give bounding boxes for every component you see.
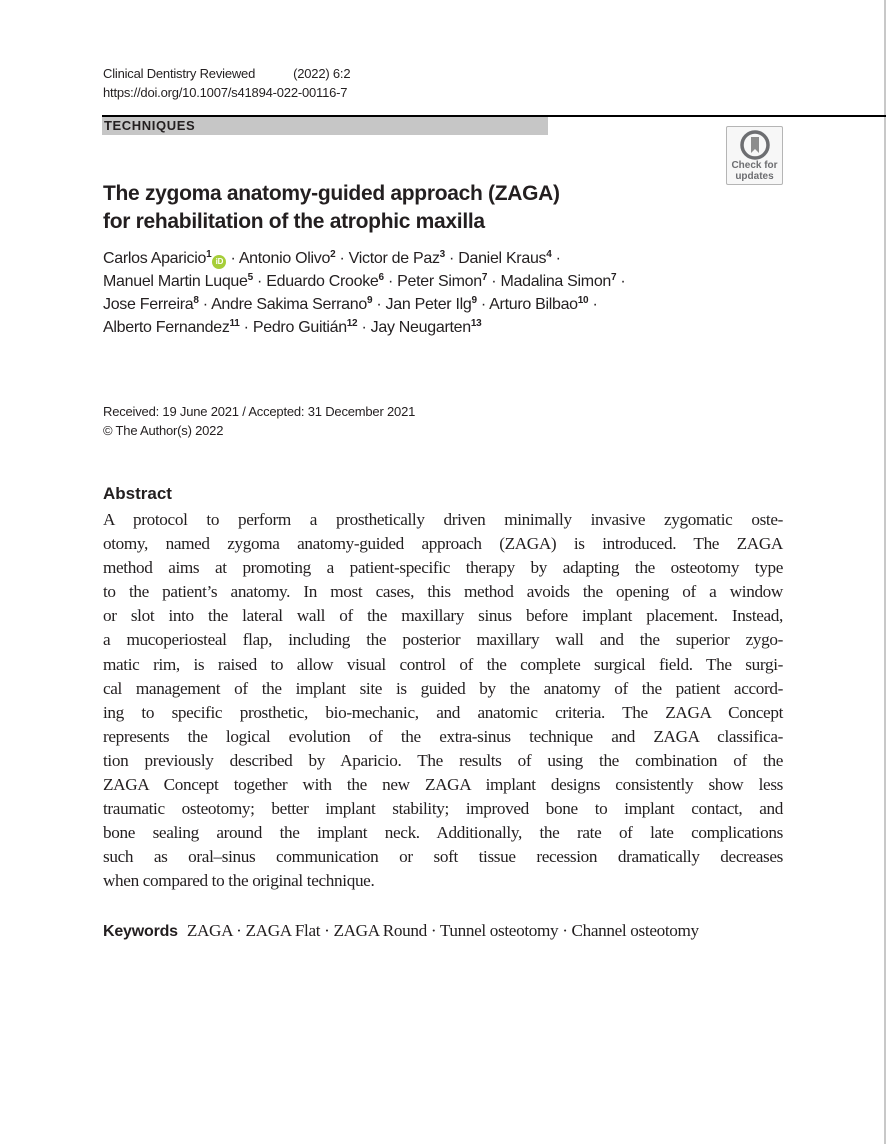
- crossmark-line1: Check for: [731, 160, 778, 171]
- author-separator: ·: [444, 250, 459, 267]
- abstract-line: or slot into the lateral wall of the maxillary sinus before implant placement. Instead,: [103, 606, 783, 626]
- author-separator: ·: [357, 319, 371, 336]
- journal-name: Clinical Dentistry Reviewed: [103, 66, 256, 81]
- doi-link[interactable]: https://doi.org/10.1007/s41894-022-00116-7: [103, 85, 348, 100]
- abstract-line: method aims at promoting a patient-specific therapy by adapting the osteotomy type: [103, 558, 783, 578]
- affiliation-marker: 5: [247, 272, 253, 283]
- volume-info: (2022) 6:2: [293, 66, 351, 81]
- abstract-heading: Abstract: [103, 484, 172, 503]
- abstract-line: represents the logical evolution of the extra-sinus technique and ZAGA classifica-: [103, 726, 783, 746]
- abstract-line: a mucoperiosteal flap, including the posterior maxillary wall and the superior zygo-: [103, 630, 783, 650]
- keywords-label: Keywords: [103, 923, 178, 940]
- author-name[interactable]: Jay Neugarten: [370, 319, 471, 336]
- author-separator: ·: [198, 296, 212, 313]
- author-name[interactable]: Alberto Fernandez: [103, 319, 230, 336]
- affiliation-marker: 11: [229, 318, 240, 329]
- keyword-separator: ·: [232, 921, 246, 940]
- author-separator: ·: [239, 319, 253, 336]
- affiliation-marker: 6: [378, 272, 384, 283]
- received-accepted-dates: Received: 19 June 2021 / Accepted: 31 December 2021: [103, 404, 416, 419]
- affiliation-marker: 10: [577, 295, 589, 306]
- keyword: Channel osteotomy: [571, 921, 699, 940]
- author-separator: ·: [588, 296, 598, 313]
- article-title: [103, 180, 560, 236]
- affiliation-marker: 9: [366, 295, 373, 306]
- author-name[interactable]: Pedro Guitián: [252, 319, 347, 336]
- author-separator: ·: [252, 273, 267, 290]
- affiliation-marker: 7: [611, 272, 617, 283]
- abstract-line: traumatic osteotomy; better implant stability; improved bone to implant contact, and: [103, 799, 783, 819]
- section-label: TECHNIQUES: [104, 118, 196, 133]
- affiliation-marker: 9: [471, 295, 477, 306]
- abstract-line: ing to specific prosthetic, bio-mechanic, and anatomic criteria. The ZAGA Concept: [103, 702, 783, 722]
- title-line-2: for rehabilitation of the atrophic maxilla: [103, 210, 485, 233]
- abstract-line: ZAGA Concept together with the new ZAGA implant designs consistently show less: [103, 775, 783, 795]
- author-separator: ·: [335, 250, 349, 267]
- crossmark-line2: updates: [735, 171, 774, 182]
- affiliation-marker: 3: [439, 249, 445, 260]
- author-separator: ·: [372, 296, 386, 313]
- abstract-line: cal management of the implant site is guided by the anatomy of the patient accord-: [103, 678, 783, 698]
- affiliation-marker: 7: [481, 272, 488, 283]
- abstract-line: matic rim, is raised to allow visual control of the complete surgical field. The surgi-: [103, 654, 783, 674]
- keyword: ZAGA: [186, 921, 233, 940]
- author-name[interactable]: Jose Ferreira: [103, 296, 194, 313]
- author-name[interactable]: Victor de Paz: [348, 250, 440, 267]
- affiliation-marker: 2: [330, 249, 336, 260]
- author-name[interactable]: Antonio Olivo: [238, 250, 331, 267]
- author-name[interactable]: Peter Simon: [397, 273, 482, 290]
- author-separator: ·: [226, 250, 239, 267]
- keyword-separator: ·: [320, 921, 334, 940]
- author-name[interactable]: Andre Sakima Serrano: [211, 296, 367, 313]
- affiliation-marker: 13: [470, 318, 482, 329]
- abstract-line: bone sealing around the implant neck. Additionally, the rate of late complications: [103, 823, 783, 843]
- orcid-icon[interactable]: iD: [212, 255, 226, 269]
- author-list: [103, 247, 783, 339]
- abstract-body: [103, 508, 783, 894]
- abstract-line: otomy, named zygoma anatomy-guided approach (ZAGA) is introduced. The ZAGA: [103, 534, 783, 554]
- author-separator: ·: [616, 273, 626, 290]
- author-name[interactable]: Eduardo Crooke: [266, 273, 379, 290]
- affiliation-marker: 12: [346, 318, 358, 329]
- abstract-line: A protocol to perform a prosthetically driven minimally invasive zygomatic oste-: [103, 510, 783, 529]
- keyword: ZAGA Flat: [245, 921, 321, 940]
- author-separator: ·: [551, 250, 561, 267]
- author-name[interactable]: Carlos Aparicio: [103, 250, 207, 267]
- keyword: ZAGA Round: [333, 921, 427, 940]
- crossmark-icon: [740, 130, 770, 160]
- journal-header: [103, 64, 350, 102]
- affiliation-marker: 4: [546, 249, 552, 260]
- author-name[interactable]: Madalina Simon: [500, 273, 612, 290]
- abstract-line: to the patient’s anatomy. In most cases, this method avoids the opening of a window: [103, 582, 783, 602]
- affiliation-marker: 1: [206, 249, 212, 260]
- abstract-line: tion previously described by Aparicio. The results of using the combination of the: [103, 750, 783, 770]
- author-name[interactable]: Arturo Bilbao: [489, 296, 578, 313]
- journal-citation: [103, 64, 350, 83]
- abstract-line: when compared to the original technique.: [103, 871, 375, 891]
- author-name[interactable]: Jan Peter Ilg: [385, 296, 472, 313]
- author-separator: ·: [383, 273, 398, 290]
- author-separator: ·: [487, 273, 501, 290]
- affiliation-marker: 8: [193, 295, 199, 306]
- article-dates: [103, 402, 415, 440]
- title-line-1: The zygoma anatomy-guided approach (ZAGA): [103, 182, 560, 205]
- keyword-separator: ·: [558, 921, 572, 940]
- author-name[interactable]: Manuel Martin Luque: [103, 273, 248, 290]
- check-for-updates-badge[interactable]: [726, 126, 783, 185]
- copyright-notice: © The Author(s) 2022: [103, 423, 224, 438]
- keywords-section: [103, 919, 783, 944]
- keyword: Tunnel osteotomy: [439, 921, 559, 940]
- author-separator: ·: [476, 296, 490, 313]
- keyword-separator: ·: [426, 921, 440, 940]
- abstract-line: such as oral–sinus communication or soft tissue recession dramatically decreases: [103, 847, 783, 867]
- author-name[interactable]: Daniel Kraus: [458, 250, 547, 267]
